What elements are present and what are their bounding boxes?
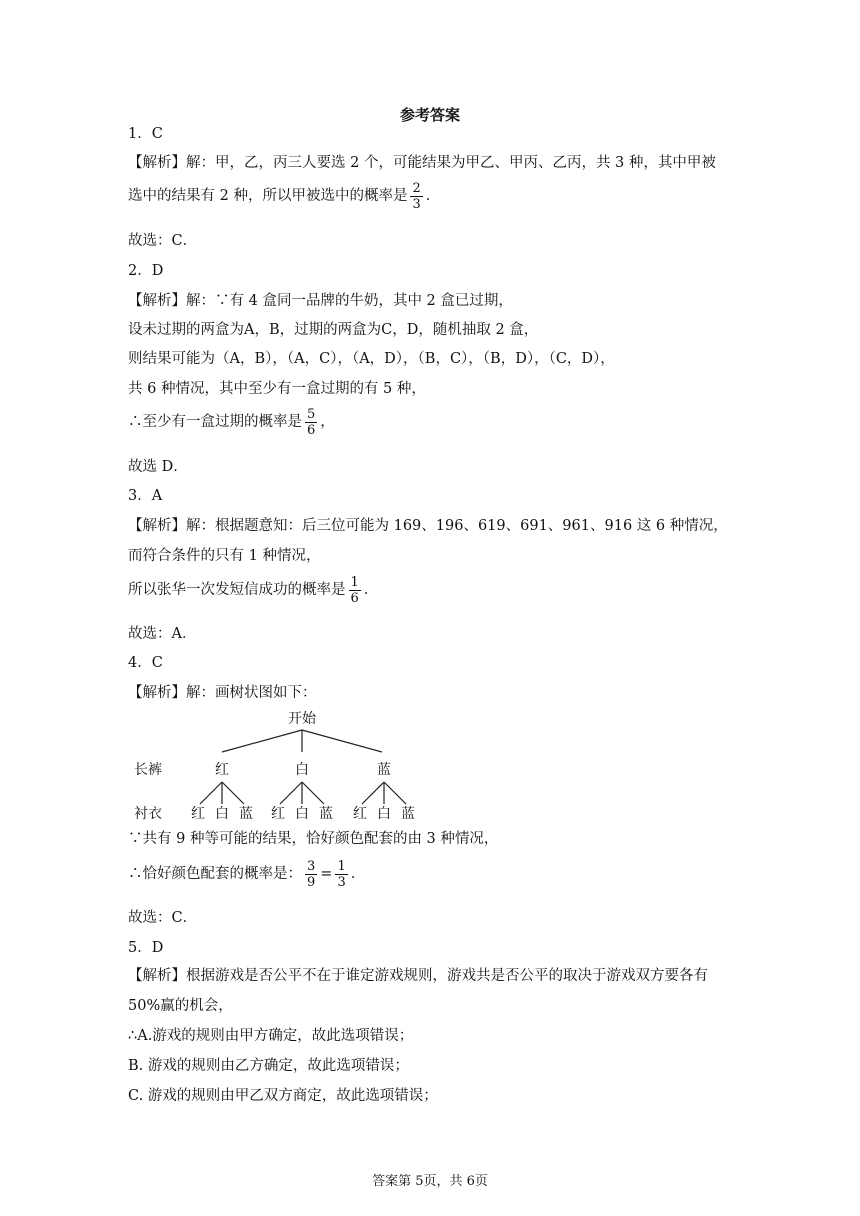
- q4-fraction-1: [305, 859, 317, 890]
- fraction-numerator: 5: [307, 406, 316, 422]
- q5-option-b: B. 游戏的规则由乙方确定，故此选项错误；: [128, 1058, 409, 1074]
- page-title: 参考答案: [399, 106, 460, 124]
- q4-text: ∴恰好颜色配套的概率是：: [128, 866, 302, 882]
- q2-explanation-line3: 则结果可能为（A，B），（A，C），（A，D），（B，C），（B，D），（C，D），: [128, 351, 615, 367]
- q2-text: ∴至少有一盒过期的概率是: [128, 414, 302, 430]
- q2-explanation-line1: 【解析】解：∵有 4 盒同一品牌的牛奶，其中 2 盒已过期，: [128, 293, 513, 309]
- tree-branch: [222, 730, 302, 752]
- fraction-denominator: 3: [337, 874, 346, 890]
- fraction-numerator: 1: [337, 858, 346, 874]
- q3-text: 所以张华一次发短信成功的概率是: [128, 582, 346, 598]
- tree-leaf: 红: [271, 806, 285, 822]
- q1-explanation-line2: [128, 178, 440, 214]
- tree-branch: [200, 782, 222, 804]
- q3-explanation-line2: 而符合条件的只有 1 种情况，: [128, 548, 321, 564]
- q1-explanation-line1: 【解析】解：甲，乙，丙三人要选 2 个，可能结果为甲乙、甲丙、乙丙，共 3 种，其中甲被: [128, 155, 716, 171]
- q4-choice: 故选：C．: [128, 910, 198, 926]
- q5-explanation-line2: 50%赢的机会，: [128, 998, 233, 1014]
- tree-leaf: 蓝: [239, 806, 253, 822]
- tree-branch: [384, 782, 406, 804]
- q5-explanation-line1: 【解析】根据游戏是否公平不在于谁定游戏规则，游戏共是否公平的取决于游戏双方要各有: [128, 968, 708, 984]
- fraction-numerator: 1: [350, 574, 359, 590]
- q5-option-c: C. 游戏的规则由甲乙双方商定，故此选项错误；: [128, 1088, 438, 1104]
- tree-leaf: 白: [215, 806, 229, 822]
- tree-leaf: 白: [295, 806, 309, 822]
- tree-branch: [302, 730, 382, 752]
- tree-diagram: [128, 708, 428, 824]
- page-footer: 答案第 5页，共 6页: [372, 1174, 488, 1189]
- fraction-numerator: 2: [412, 180, 421, 196]
- q4-explanation-line3: [128, 856, 365, 892]
- fraction-denominator: 9: [307, 874, 316, 890]
- tree-branch: [222, 782, 244, 804]
- q4-explanation-line1: 【解析】解：画树状图如下：: [128, 685, 317, 701]
- punct: ，: [320, 414, 335, 430]
- q5-option-a: ∴A.游戏的规则由甲方确定，故此选项错误；: [128, 1028, 414, 1044]
- equals-sign: =: [320, 866, 333, 882]
- tree-leaf: 蓝: [401, 806, 415, 822]
- tree-node-blue: 蓝: [377, 762, 391, 778]
- tree-branch: [302, 782, 324, 804]
- q3-explanation-line1: 【解析】解：根据题意知：后三位可能为 169、196、619、691、961、916 这 6 种情况，: [128, 518, 728, 534]
- tree-node-white: 白: [295, 762, 309, 778]
- punct: ．: [425, 188, 441, 204]
- fraction-numerator: 3: [307, 858, 316, 874]
- q1-fraction: [410, 181, 422, 212]
- fraction-denominator: 3: [412, 196, 421, 212]
- tree-leaf: 白: [377, 806, 391, 822]
- q1-text: 选中的结果有 2 种，所以甲被选中的概率是: [128, 188, 408, 204]
- punct: ．: [363, 582, 379, 598]
- q3-choice: 故选：A．: [128, 626, 197, 642]
- q4-answer: 4．C: [128, 655, 163, 671]
- q1-choice: 故选：C．: [128, 233, 198, 249]
- q1-answer: 1．C: [128, 126, 163, 142]
- q3-explanation-line3: [128, 572, 378, 608]
- q3-fraction: [349, 575, 361, 606]
- q2-choice: 故选 D．: [128, 459, 188, 475]
- q2-fraction: [305, 407, 317, 438]
- q2-explanation-line2: 设未过期的两盒为A，B，过期的两盒为C，D，随机抽取 2 盒，: [128, 322, 539, 338]
- fraction-denominator: 6: [307, 422, 316, 438]
- tree-row-label-pants: 长裤: [134, 762, 162, 778]
- punct: ．: [350, 866, 366, 882]
- tree-leaf: 蓝: [319, 806, 333, 822]
- tree-leaf: 红: [191, 806, 205, 822]
- tree-branch: [362, 782, 384, 804]
- tree-node-red: 红: [215, 762, 229, 778]
- tree-row-label-shirt: 衬衣: [134, 806, 162, 822]
- tree-root: 开始: [288, 711, 316, 727]
- q4-fraction-2: [335, 859, 347, 890]
- q2-answer: 2．D: [128, 263, 164, 279]
- q2-explanation-line5: [128, 404, 335, 440]
- q2-explanation-line4: 共 6 种情况，其中至少有一盒过期的有 5 种，: [128, 381, 426, 397]
- tree-branch: [280, 782, 302, 804]
- q5-answer: 5．D: [128, 940, 164, 956]
- q4-explanation-line2: ∵共有 9 种等可能的结果，恰好颜色配套的由 3 种情况，: [128, 831, 499, 847]
- tree-leaf: 红: [353, 806, 367, 822]
- q3-answer: 3．A: [128, 488, 163, 504]
- fraction-denominator: 6: [350, 590, 359, 606]
